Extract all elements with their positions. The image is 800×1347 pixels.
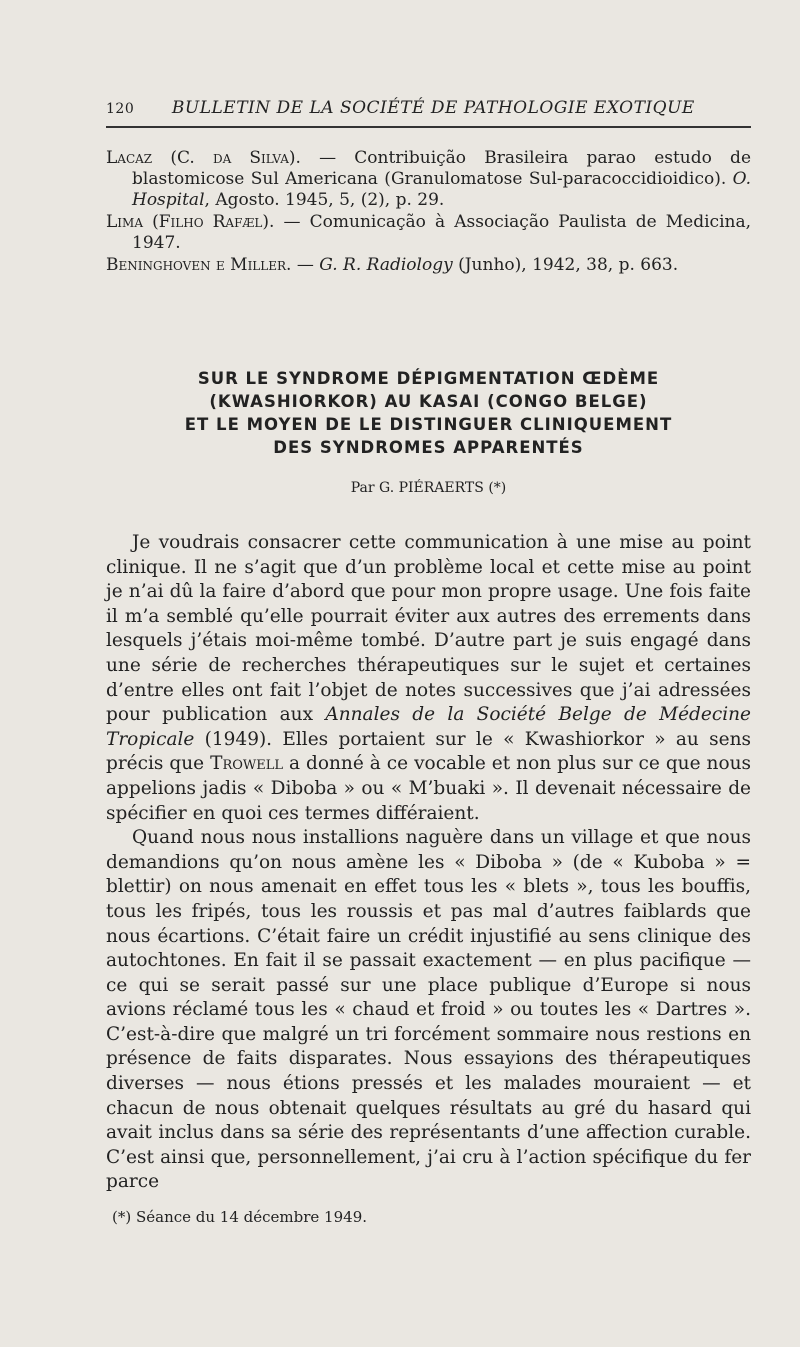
- reference-author: Lima: [106, 212, 143, 232]
- reference-author: Beninghoven e Miller.: [106, 255, 292, 275]
- title-line: DES SYNDROMES APPARENTÉS: [273, 438, 584, 457]
- article-title: [106, 367, 751, 459]
- author-name: Trowell: [210, 753, 284, 775]
- running-header: [106, 98, 751, 128]
- reference-journal: O. Hospital: [132, 169, 751, 210]
- reference-tail: (Junho), 1942, 38, p. 663.: [452, 255, 679, 275]
- paragraph: [106, 531, 751, 826]
- reference-item: [106, 148, 751, 211]
- footnote: (*) Séance du 14 décembre 1949.: [112, 1208, 367, 1226]
- title-line: (KWASHIORKOR) AU KASAI (CONGO BELGE): [209, 392, 648, 411]
- reference-author-detail: (Filho Rafæl).: [142, 212, 275, 232]
- reference-item: [106, 212, 751, 254]
- page-number: 120: [106, 101, 135, 117]
- paragraph: Quand nous nous installions naguère dans un village et que nous demandions qu’on nous amène les « Diboba » (de « Kuboba » = blettir) on nous amenait en effet tous les « blets », tous les bouffis, tous les fripés, tous les roussis et pas mal d’autres faiblards que nous écartions. C’était faire un crédit injustifié au sens clinique des autochtones. En fait il se passait exactement — en plus pacifique — ce qui se serait passé sur une place publique d’Europe si nous avions réclamé tous les « chaud et froid » ou toutes les « Dartres ». C’est-à-dire que malgré un tri forcément sommaire nous restions en présence de faits disparates. Nous essayions des thérapeutiques diverses — nous étions pressés et les malades mouraient — et chacun de nous obtenait quelques résultats au gré du hasard qui avait inclus dans sa série des représentants d’une affection curable. C’est ainsi que, personnellement, j’ai cru à l’action spécifique du fer parce: [106, 827, 751, 1193]
- reference-item: [106, 255, 751, 276]
- reference-text: — Contribuição Brasileira parao estudo de blastomicose Sul Americana (Granulomatose Sul-paracoccidioidico).: [132, 148, 752, 189]
- paragraph-text: Je voudrais consacrer cette communication à une mise au point clinique. Il ne s’agit que d’un problème local et cette mise au point je n’ai dû la faire d’abord que pour mon propre usage. Une fois faite il m’a semblé qu’elle pourrait éviter aux autres des errements dans lesquels j’étais moi-même tombé. D’autre part je suis engagé dans une série de recherches thérapeutiques sur le sujet et certaines d’entre elles ont fait l’objet de notes successives que j’ai adressées pour publication aux: [106, 532, 751, 726]
- reference-list: [106, 148, 751, 277]
- paragraph-text: (1949). Elles portaient sur le « Kwashiorkor » au sens précis que: [106, 728, 751, 775]
- title-line: SUR LE SYNDROME DÉPIGMENTATION ŒDÈME: [197, 369, 660, 388]
- reference-author: Lacaz: [106, 148, 153, 168]
- journal-title: BULLETIN DE LA SOCIÉTÉ DE PATHOLOGIE EXOTIQUE: [171, 98, 695, 118]
- title-line: ET LE MOYEN DE LE DISTINGUER CLINIQUEMENT: [184, 415, 673, 434]
- reference-tail: , Agosto. 1945, 5, (2), p. 29.: [204, 190, 445, 210]
- reference-author-detail: (C. da Silva).: [152, 148, 301, 168]
- reference-text: —: [291, 255, 320, 275]
- author-byline: Par G. PIÉRAERTS (*): [350, 480, 507, 496]
- reference-text: — Comunicação à Associação Paulista de Medicina, 1947.: [132, 212, 752, 253]
- reference-journal: G. R. Radiology: [319, 255, 453, 275]
- paragraph-text: a donné à ce vocable et non plus sur ce que nous appelions jadis « Diboba » ou « M’buaki ». Il devenait nécessaire de spécifier en quoi ces termes différaient.: [106, 753, 751, 824]
- journal-reference: Annales de la Société Belge de Médecine Tropicale: [106, 704, 751, 750]
- article-body: [106, 531, 751, 1195]
